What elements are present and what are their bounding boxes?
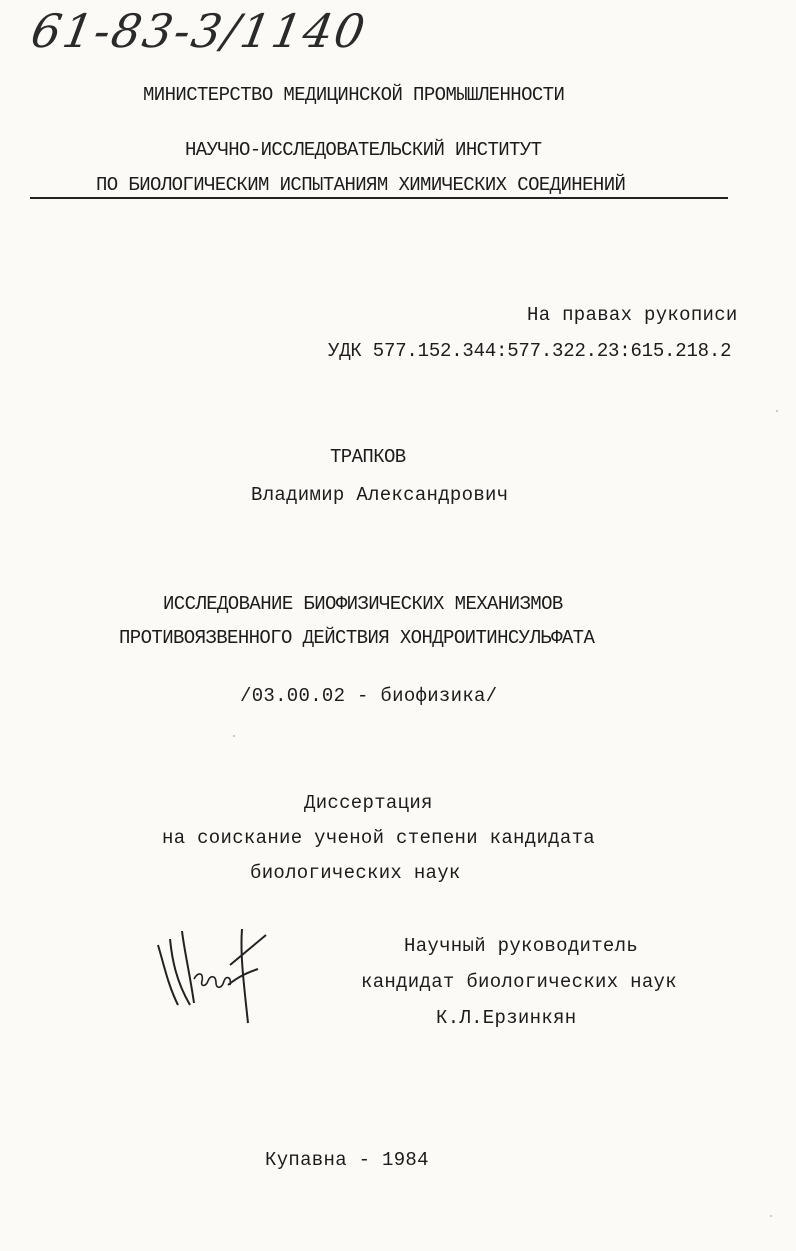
supervisor-role: Научный руководитель [404, 935, 639, 957]
handwritten-archive-number: 61-83-3/1140 [27, 4, 371, 58]
scan-speck [770, 1215, 772, 1217]
degree-line1: Диссертация [304, 792, 433, 814]
title-line2: ПРОТИВОЯЗВЕННОГО ДЕЙСТВИЯ ХОНДРОИТИНСУЛЬФАТА [119, 627, 595, 649]
author-name: Владимир Александрович [251, 484, 509, 506]
specialty-code: /03.00.02 - биофизика/ [240, 685, 498, 707]
place-and-year: Купавна - 1984 [265, 1149, 429, 1171]
supervisor-degree: кандидат биологических наук [361, 971, 677, 993]
institute-heading-line1: НАУЧНО-ИССЛЕДОВАТЕЛЬСКИЙ ИНСТИТУТ [185, 139, 542, 161]
degree-line2: на соискание ученой степени кандидата [162, 827, 595, 849]
title-line1: ИССЛЕДОВАНИЕ БИОФИЗИЧЕСКИХ МЕХАНИЗМОВ [163, 593, 563, 615]
scan-speck [233, 735, 235, 737]
supervisor-name: К.Л.Ерзинкян [436, 1007, 577, 1029]
header-divider [30, 197, 728, 199]
degree-line3: биологических наук [250, 862, 461, 884]
author-surname: ТРАПКОВ [330, 446, 406, 468]
manuscript-note: На правах рукописи [527, 304, 738, 326]
ministry-heading: МИНИСТЕРСТВО МЕДИЦИНСКОЙ ПРОМЫШЛЕННОСТИ [143, 84, 565, 106]
institute-heading-line2: ПО БИОЛОГИЧЕСКИМ ИСПЫТАНИЯМ ХИМИЧЕСКИХ СОЕДИНЕНИЙ [96, 174, 626, 196]
scan-speck [776, 410, 778, 412]
author-signature [150, 925, 275, 1040]
udc-code: УДК 577.152.344:577.322.23:615.218.2 [328, 340, 732, 362]
